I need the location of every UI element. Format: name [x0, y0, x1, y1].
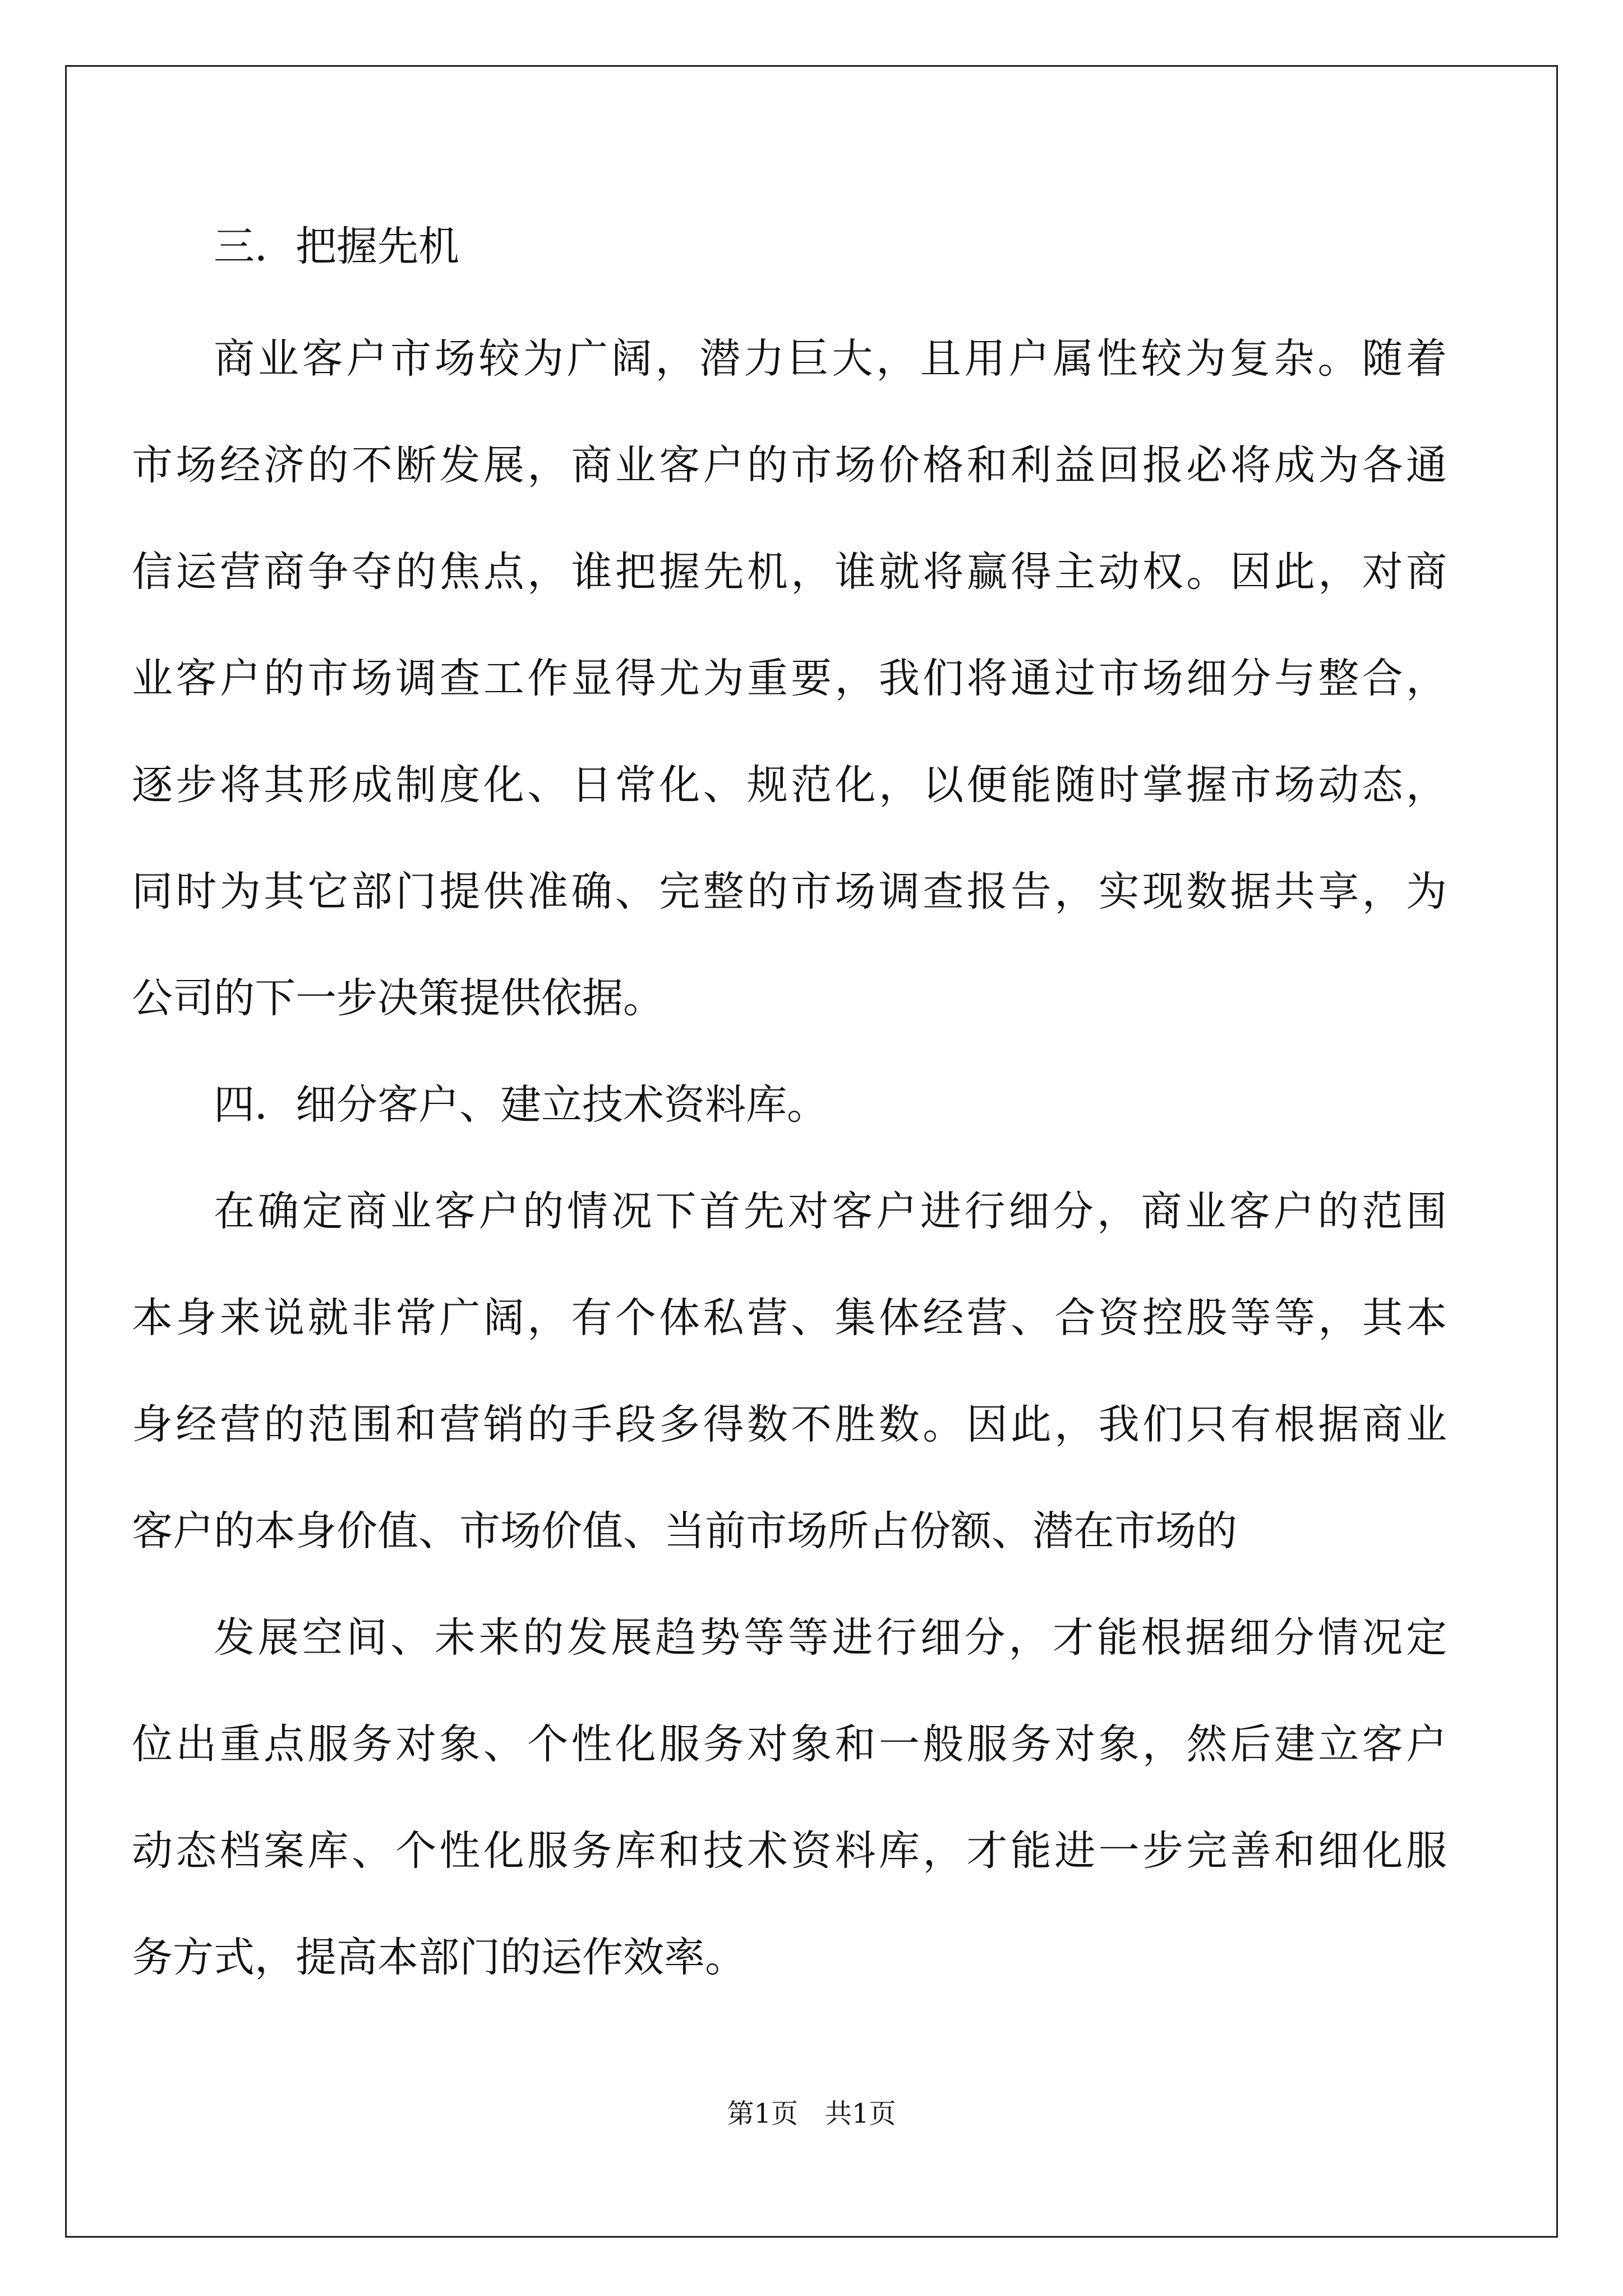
paragraph-line: 位出重点服务对象、个性化服务对象和一般服务对象，然后建立客户 [132, 1720, 1447, 1768]
paragraph-line: 公司的下一步决策提供依据。 [132, 974, 664, 1022]
paragraph-line: 逐步将其形成制度化、日常化、规范化，以便能随时掌握市场动态， [132, 761, 1447, 809]
paragraph-line: 商业客户市场较为广阔，潜力巨大，且用户属性较为复杂。随着 [214, 335, 1447, 383]
paragraph-line: 务方式，提高本部门的运作效率。 [132, 1934, 746, 1981]
paragraph-line: 身经营的范围和营销的手段多得数不胜数。因此，我们只有根据商业 [132, 1401, 1447, 1448]
paragraph-line: 发展空间、未来的发展趋势等等进行细分，才能根据细分情况定 [214, 1614, 1447, 1662]
page-border [65, 65, 1558, 2238]
paragraph-line: 本身来说就非常广阔，有个体私营、集体经营、合资控股等等，其本 [132, 1294, 1447, 1342]
paragraph-line: 客户的本身价值、市场价值、当前市场所占份额、潜在市场的 [132, 1507, 1237, 1555]
paragraph-line: 动态档案库、个性化服务库和技术资料库，才能进一步完善和细化服 [132, 1827, 1447, 1875]
heading-4: 四．细分客户、建立技术资料库。 [214, 1081, 828, 1129]
paragraph-line: 在确定商业客户的情况下首先对客户进行细分，商业客户的范围 [214, 1188, 1447, 1235]
paragraph-line: 同时为其它部门提供准确、完整的市场调查报告，实现数据共享，为 [132, 868, 1447, 915]
paragraph-line: 信运营商争夺的焦点，谁把握先机，谁就将赢得主动权。因此，对商 [132, 548, 1447, 596]
page-number-footer: 第1页 共1页 [727, 2098, 896, 2129]
paragraph-line: 业客户的市场调查工作显得尤为重要，我们将通过市场细分与整合， [132, 655, 1447, 702]
paragraph-line: 市场经济的不断发展，商业客户的市场价格和利益回报必将成为各通 [132, 441, 1447, 489]
heading-3: 三．把握先机 [214, 223, 459, 270]
